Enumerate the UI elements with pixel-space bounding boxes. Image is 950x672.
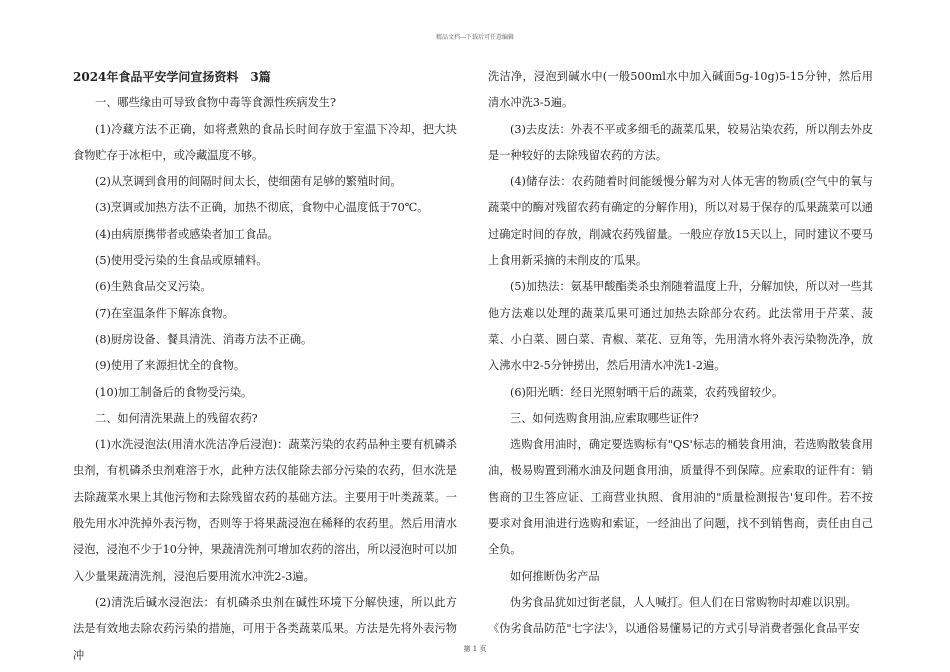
- paragraph: (1)冷藏方法不正确，如将煮熟的食品长时间存放于室温下冷却，把大块食物贮存于冰柜中，或冷藏温度不够。: [73, 122, 457, 162]
- paragraph: (5)使用受污染的生食品或原辅料。: [95, 254, 268, 268]
- paragraph: (9)使用了来源担忧全的食物。: [95, 359, 246, 373]
- section-heading: 一、哪些缘由可导致食物中毒等食源性疾病发生?: [95, 96, 336, 110]
- paragraph: (1)水洗浸泡法(用清水洗洁净后浸泡)：蔬菜污染的农药品种主要有机磷杀虫剂，有机磷杀虫剂难溶于水，此种方法仅能除去部分污染的农药，但水洗是去除蔬菜水果上其他污物和去除残留农药的基础方法。主要用于叶类蔬菜。一般先用水冲洗掉外表污物，否则等于将果蔬浸泡在稀释的农药里。然后用清水浸泡，浸泡不少于10分钟，果蔬清洗剂可增加农药的溶出，所以浸泡时可以加入少量果蔬清洗剂，浸泡后要用流水冲洗2-3遍。: [73, 438, 457, 583]
- paragraph: (3)烹调或加热方法不正确，加热不彻底，食物中心温度低于70℃。: [95, 201, 429, 215]
- paragraph: (6)阳光晒：经日光照射晒干后的蔬菜，农药残留较少。: [510, 385, 784, 399]
- left-column: [73, 64, 457, 669]
- paragraph: (7)在室温条件下解冻食物。: [95, 306, 234, 320]
- paragraph: (6)生熟食品交叉污染。: [95, 280, 212, 294]
- paragraph: (10)加工制备后的食物受污染。: [95, 385, 253, 399]
- paragraph: 《伪劣食品防范"七字法'》，以通俗易懂易记的方式引导消费者强化食品平安: [488, 622, 860, 636]
- subheading: 如何推断伪劣产品: [510, 569, 600, 583]
- paragraph: (3)去皮法：外表不平或多细毛的蔬菜瓜果，较易沾染农药，所以削去外皮是一种较好的去除残留农药的方法。: [488, 122, 873, 162]
- paragraph: 伪劣食品犹如过街老鼠，人人喊打。但人们在日常购物时却难以识别。: [510, 595, 857, 609]
- paragraph: 洗洁净，浸泡到碱水中(一般500ml水中加入碱面5g-10g)5-15分钟，然后用清水冲洗3-5遍。: [488, 70, 873, 110]
- paragraph: (5)加热法：氨基甲酸酯类杀虫剂随着温度上升，分解加快，所以对一些其他方法难以处理的蔬菜瓜果可通过加热去除部分农药。此法常用于芹菜、菠菜、小白菜、圆白菜、青椒、菜花、豆角等，先用清水将外表污染物洗净，放入沸水中2-5分钟捞出，然后用清水冲洗1-2遍。: [488, 280, 873, 373]
- section-heading: 二、如何清洗果蔬上的残留农药?: [95, 411, 258, 425]
- paragraph: 选购食用油时，确定要选购标有"QS'标志的桶装食用油，若选购散装食用油，极易购置到潲水油及问题食用油，质量得不到保障。应索取的证件有：销售商的卫生答应证、工商营业执照、食用油的"质量检测报告'复印件。若不按要求对食用油进行选购和索证，一经油出了问题，找不到销售商，责任由自己全负。: [488, 438, 873, 557]
- paragraph: (2)清洗后碱水浸泡法：有机磷杀虫剂在碱性环境下分解快速，所以此方法是有效地去除农药污染的措施，可用于各类蔬菜瓜果。方法是先将外表污物冲: [73, 595, 457, 662]
- paragraph: (4)由病原携带者或感染者加工食品。: [95, 227, 279, 241]
- page-header-note: 精品文档---下载后可任意编辑: [435, 34, 515, 41]
- document-title: 2024年食品平安学问宣扬资料 3篇: [73, 70, 271, 84]
- right-column: [488, 64, 873, 643]
- section-heading: 三、如何选购食用油,应索取哪些证件?: [510, 411, 699, 425]
- paragraph: (8)厨房设备、餐具清洗、消毒方法不正确。: [95, 332, 313, 346]
- paragraph: (4)储存法：农药随着时间能缓慢分解为对人体无害的物质(空气中的氧与蔬菜中的酶对残留农药有确定的分解作用)，所以对易于保存的瓜果蔬菜可以通过确定时间的存放，削减农药残留量。一般应存放15天以上，同时建议不要马上食用新采摘的未削皮的′瓜果。: [488, 175, 873, 268]
- paragraph: (2)从烹调到食用的间隔时间太长，使细菌有足够的繁殖时间。: [95, 175, 402, 189]
- page-number: 第 1 页: [463, 645, 487, 653]
